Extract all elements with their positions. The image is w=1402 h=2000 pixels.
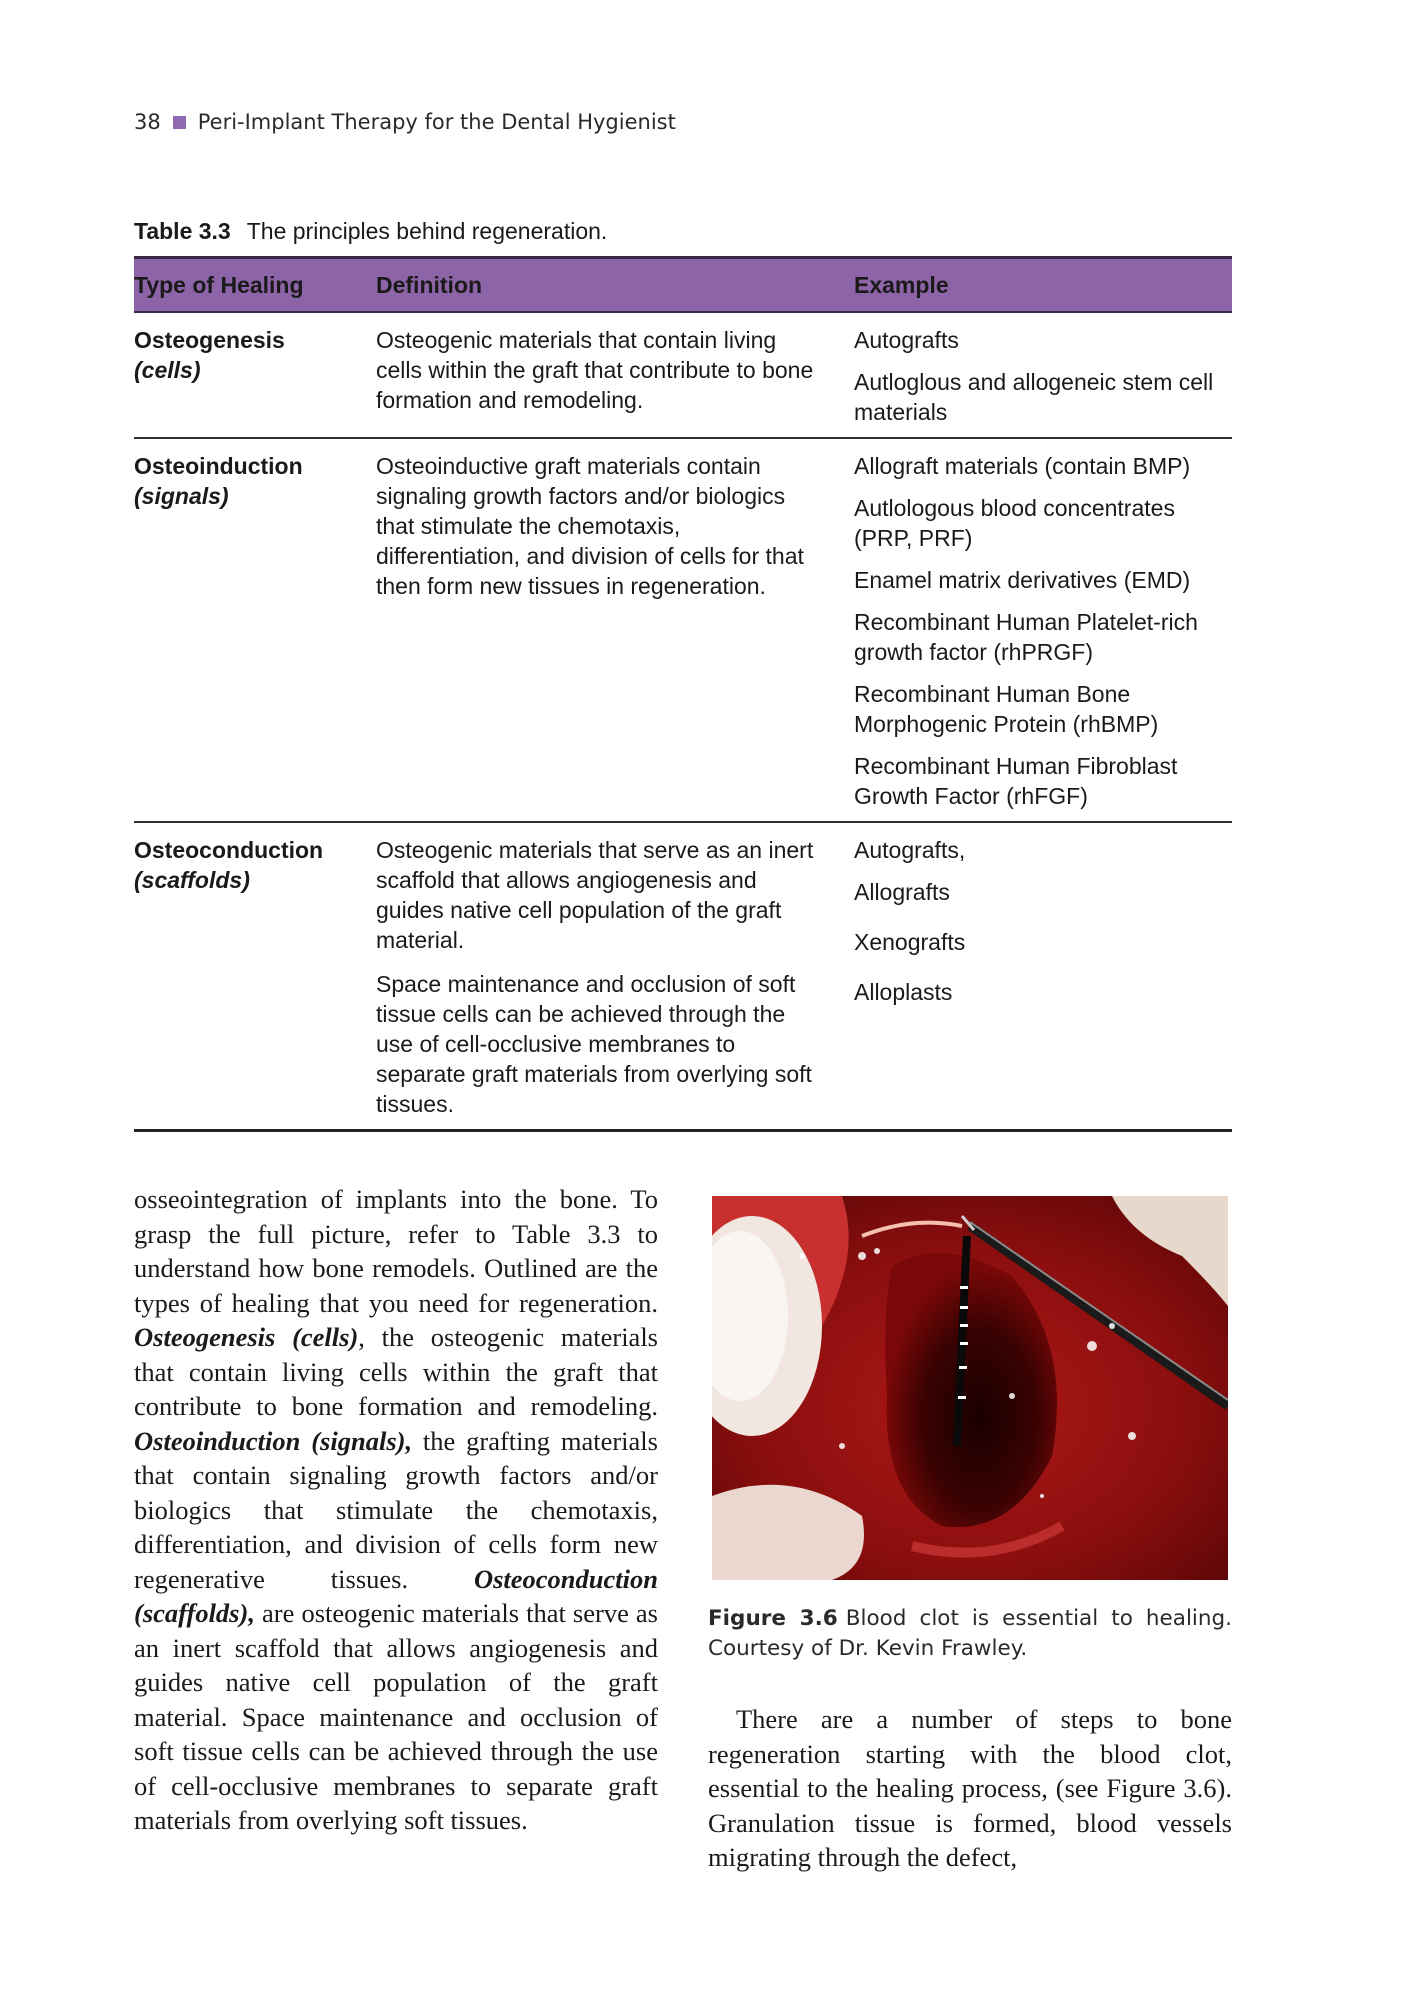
healing-type-name: Osteoinduction [134, 453, 303, 479]
example-cell [854, 822, 1232, 1131]
emphasis-osteoconduction: Osteoconduction (scaffolds), [134, 1563, 658, 1628]
table-label: Table 3.3 [134, 218, 231, 244]
table-row [134, 312, 1232, 438]
table-header-row [134, 258, 1232, 313]
emphasis-osteoinduction: Osteoinduction (signals), [134, 1425, 413, 1456]
book-title: Peri-Implant Therapy for the Dental Hygienist [197, 110, 676, 134]
body-text-right: There are a number of steps to bone regeneration starting with the blood clot, essential to the healing process, (see Figure 3.6). Granulation tissue is formed, blood vessels migrating through the defect, [708, 1704, 1232, 1872]
page-number: 38 [134, 110, 161, 134]
example-cell [854, 438, 1232, 822]
square-bullet-icon [173, 116, 186, 129]
healing-type-sub: (scaffolds) [134, 867, 250, 893]
blood-clot-illustration [712, 1196, 1228, 1580]
healing-type-sub: (cells) [134, 357, 201, 383]
example-item: Autlologous blood concentrates (PRP, PRF) [854, 495, 1175, 551]
running-head [134, 110, 676, 134]
definition-text: Space maintenance and occlusion of soft tissue cells can be achieved through the use of cell-occlusive membranes to separate graft materials from overlying soft tissues. [376, 971, 812, 1117]
table-caption [134, 218, 607, 245]
blood-clot-photo [712, 1196, 1228, 1580]
definition-text: Osteogenic materials that contain living cells within the graft that contribute to bone formation and remodeling. [376, 327, 814, 413]
definition-text: Osteoinductive graft materials contain signaling growth factors and/or biologics that stimulate the chemotaxis, differentiation, and division of cells for that then form new tissues in regeneration. [376, 453, 804, 599]
column-header-type: Type of Healing [134, 258, 376, 313]
column-header-definition: Definition [376, 258, 854, 313]
healing-type-cell [134, 822, 376, 1131]
table-caption-text: The principles behind regeneration. [246, 218, 608, 244]
column-header-example: Example [854, 258, 1232, 313]
example-item: Recombinant Human Platelet-rich growth factor (rhPRGF) [854, 609, 1198, 665]
definition-cell [376, 312, 854, 438]
example-item: Allografts [854, 879, 950, 905]
example-item: Enamel matrix derivatives (EMD) [854, 567, 1191, 593]
body-text: osseointegration of implants into the bone. To grasp the full picture, refer to Table 3.3 to understand how bone remodels. Outlined are the types of healing that you need for regeneration. [134, 1184, 658, 1318]
healing-type-cell [134, 312, 376, 438]
body-text: are osteogenic materials that serve as an inert scaffold that allows angiogenesis and guides native cell population of the graft material. Space maintenance and occlusion of soft tissue cells can be achieved through the use of cell-occlusive membranes to separate graft materials from overlying soft tissues. [134, 1598, 658, 1835]
definition-text: Osteogenic materials that serve as an inert scaffold that allows angiogenesis and guides native cell population of the graft material. [376, 837, 814, 953]
regeneration-table [134, 256, 1232, 1132]
body-text-left [134, 1182, 658, 1838]
table-row [134, 822, 1232, 1131]
example-item: Recombinant Human Fibroblast Growth Factor (rhFGF) [854, 753, 1178, 809]
healing-type-name: Osteogenesis [134, 327, 285, 353]
figure-caption-text: Blood clot is essential to healing. Courtesy of Dr. Kevin Frawley. [708, 1606, 1233, 1661]
example-item: Alloplasts [854, 979, 953, 1005]
table-row [134, 438, 1232, 822]
example-item: Xenografts [854, 929, 966, 955]
example-item: Autografts [854, 327, 959, 353]
body-text: the grafting materials that contain signaling growth factors and/or biologics that stimulate the chemotaxis, differentiation, and division of cells form new regenerative tissues. [134, 1425, 658, 1594]
definition-cell [376, 822, 854, 1131]
definition-cell [376, 438, 854, 822]
example-item: Autografts, [854, 837, 966, 863]
example-cell [854, 312, 1232, 438]
emphasis-osteogenesis: Osteogenesis (cells) [134, 1322, 359, 1352]
healing-type-name: Osteoconduction [134, 837, 324, 863]
healing-type-cell [134, 438, 376, 822]
example-item: Autloglous and allogeneic stem cell materials [854, 369, 1214, 425]
body-text: , the osteogenic materials that contain living cells within the graft that contribute to bone formation and remodeling. [134, 1322, 658, 1421]
figure-label: Figure 3.6 [708, 1606, 838, 1631]
healing-type-sub: (signals) [134, 483, 229, 509]
figure-caption [708, 1604, 1232, 1664]
example-item: Recombinant Human Bone Morphogenic Protein (rhBMP) [854, 681, 1159, 737]
example-item: Allograft materials (contain BMP) [854, 453, 1191, 479]
